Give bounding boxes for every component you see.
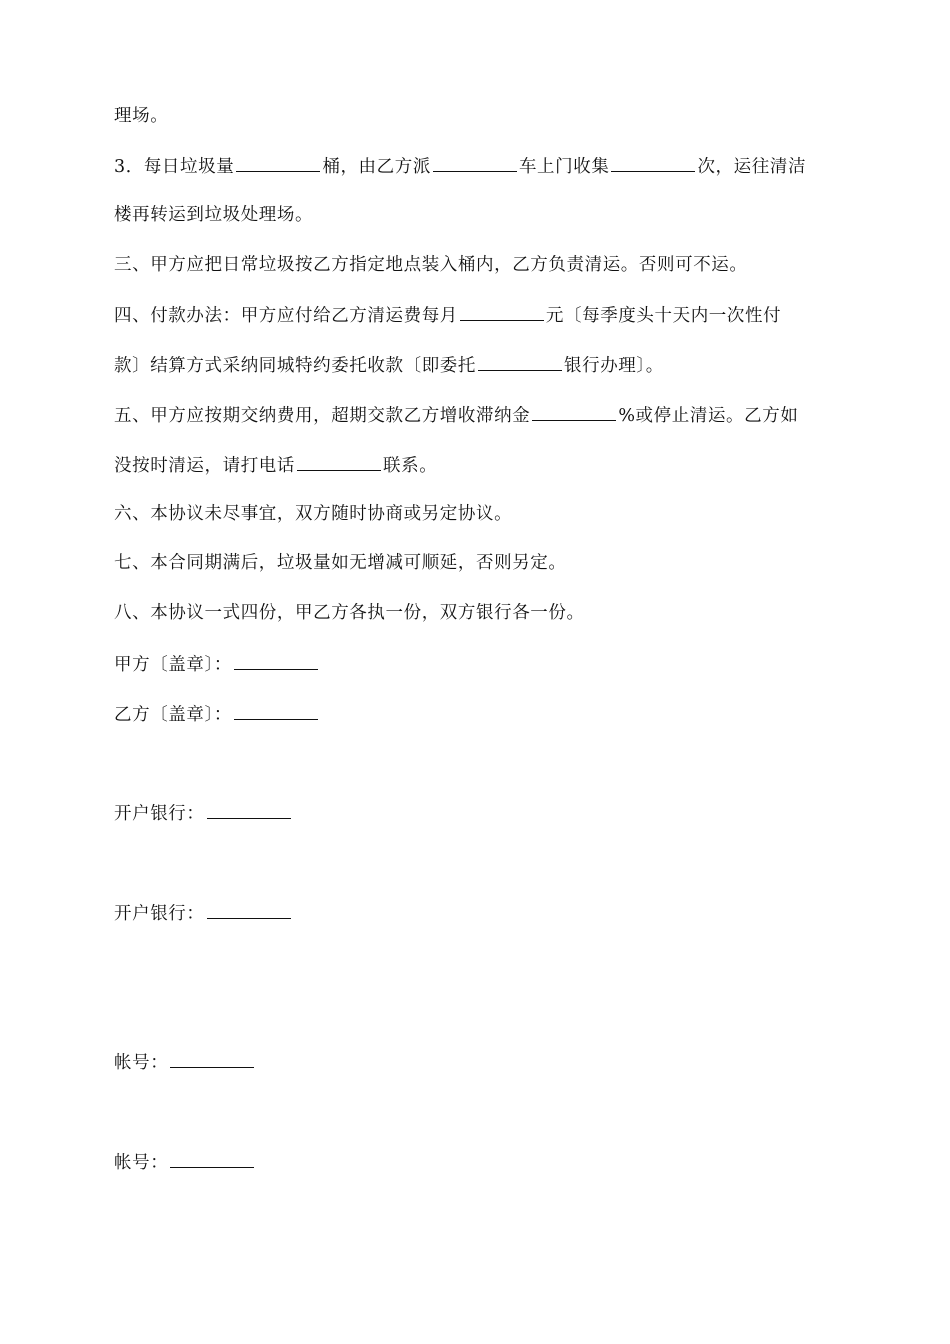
paragraph-line [114, 104, 838, 128]
text-segment: 楼再转运到垃圾处理场。 [114, 205, 314, 225]
text-segment: 元〔每季度头十天内一次性付 [545, 306, 782, 326]
label-party-b: 乙方〔盖章〕： [114, 705, 232, 725]
text-segment: 次，运往清洁 [697, 157, 807, 177]
clause-3-line-2 [114, 203, 838, 227]
clause-five-line-2 [114, 452, 838, 478]
text-segment: %或停止清运。乙方如 [618, 406, 799, 426]
blank-field-phone[interactable] [297, 452, 381, 471]
bank-line-2 [114, 900, 838, 926]
text-segment: 3．每日垃圾量 [114, 157, 235, 177]
text-segment: 联系。 [383, 456, 438, 476]
text-segment: 桶，由乙方派 [322, 157, 431, 177]
clause-3-line-1 [114, 153, 838, 179]
text-segment: 三、甲方应把日常垃圾按乙方指定地点装入桶内，乙方负责清运。否则可不运。 [114, 255, 748, 275]
blank-field-times[interactable] [611, 153, 695, 172]
bank-line-1 [114, 800, 838, 826]
clause-five-line-1 [114, 402, 838, 428]
blank-field-late-fee-rate[interactable] [532, 402, 616, 421]
blank-field-bank[interactable] [478, 352, 562, 371]
clause-eight [114, 601, 838, 625]
text-segment: 四、付款办法：甲方应付给乙方清运费每月 [114, 306, 458, 326]
text-segment: 六、本协议未尽事宜，双方随时协商或另定协议。 [114, 504, 513, 524]
blank-field-monthly-fee[interactable] [460, 302, 544, 321]
label-bank: 开户银行： [114, 804, 205, 824]
blank-field-party-b-seal[interactable] [234, 701, 318, 720]
clause-four-line-2 [114, 352, 838, 378]
text-segment: 五、甲方应按期交纳费用，超期交款乙方增收滞纳金 [114, 406, 531, 426]
clause-six [114, 502, 838, 526]
text-segment: 银行办理〕。 [564, 356, 664, 376]
clause-three [114, 253, 838, 277]
label-party-a: 甲方〔盖章〕： [114, 655, 232, 675]
text-segment: 理场。 [114, 106, 169, 126]
text-segment: 款〕结算方式采纳同城特约委托收款〔即委托 [114, 356, 476, 376]
blank-field-account-1[interactable] [170, 1049, 254, 1068]
account-line-1 [114, 1049, 838, 1075]
blank-field-bucket-count[interactable] [236, 153, 320, 172]
clause-four-line-1 [114, 302, 838, 328]
blank-field-bank-2[interactable] [207, 900, 291, 919]
blank-field-party-a-seal[interactable] [234, 651, 318, 670]
text-segment: 没按时清运，请打电话 [114, 456, 295, 476]
text-segment: 车上门收集 [518, 157, 610, 177]
signature-party-a [114, 651, 838, 677]
blank-field-bank-1[interactable] [207, 800, 291, 819]
blank-field-account-2[interactable] [170, 1149, 254, 1168]
text-segment: 八、本协议一式四份，甲乙方各执一份，双方银行各一份。 [114, 603, 585, 623]
text-segment: 七、本合同期满后，垃圾量如无增减可顺延，否则另定。 [114, 553, 567, 573]
label-bank: 开户银行： [114, 904, 205, 924]
signature-party-b [114, 701, 838, 727]
label-account: 帐号： [114, 1153, 169, 1173]
account-line-2 [114, 1149, 838, 1175]
label-account: 帐号： [114, 1053, 169, 1073]
blank-field-vehicle[interactable] [433, 153, 517, 172]
clause-seven [114, 551, 838, 575]
